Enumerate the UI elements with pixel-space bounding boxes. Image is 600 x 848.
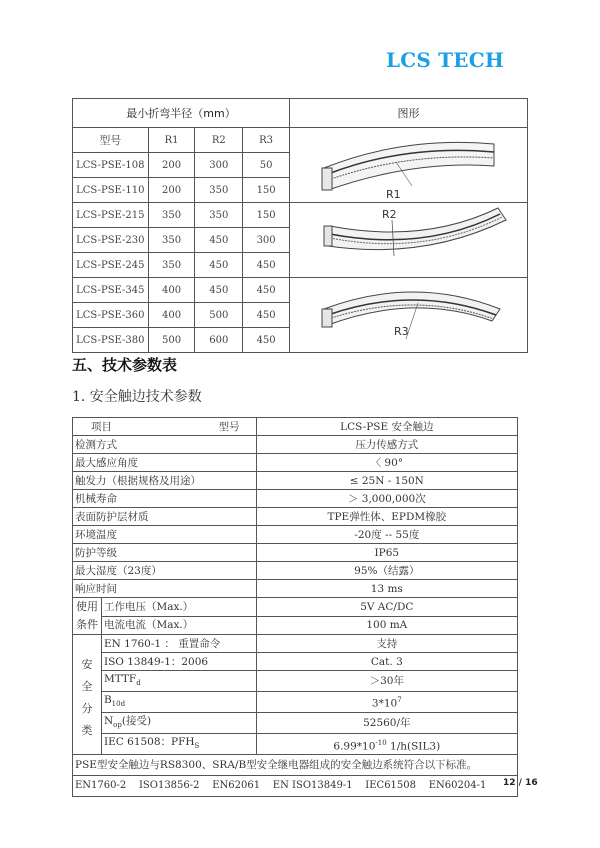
spec-row — [73, 436, 518, 454]
safety-row — [73, 692, 518, 713]
figure-r2-cell — [290, 203, 528, 278]
safety-row — [73, 713, 518, 734]
r2-cell: 300 — [195, 153, 243, 178]
page-number: 12 / 16 — [503, 778, 538, 788]
spec-label: 最大湿度（23度） — [73, 562, 257, 580]
spec-label — [101, 671, 256, 692]
spec-label: 机械寿命 — [73, 490, 257, 508]
value-sup: 7 — [397, 696, 402, 705]
r2-cell: 450 — [195, 228, 243, 253]
model-cell: LCS-PSE-245 — [73, 253, 149, 278]
spec-table — [72, 417, 518, 797]
label-main: MTTF — [103, 673, 137, 685]
spec-label: 触发力（根据规格及用途） — [73, 472, 257, 490]
spec-label: ISO 13849-1：2006 — [101, 653, 256, 671]
r2-cell: 450 — [195, 278, 243, 303]
header-item-label: 项目 — [91, 420, 112, 433]
spec-value: 100 mA — [256, 616, 517, 635]
spec-value: 95%（结露） — [256, 562, 517, 580]
spec-label: 检测方式 — [73, 436, 257, 454]
spec-value: IP65 — [256, 544, 517, 562]
r3-cell: 300 — [243, 228, 290, 253]
spec-label: EN 1760-1 ： 重置命令 — [101, 635, 256, 653]
bend-table-title-row — [73, 99, 528, 128]
spec-row — [73, 490, 518, 508]
note-row — [73, 755, 518, 776]
model-cell: LCS-PSE-108 — [73, 153, 149, 178]
figure-r1-cell — [290, 128, 528, 203]
label-sub: 10d — [111, 700, 126, 709]
model-cell: LCS-PSE-345 — [73, 278, 149, 303]
col-model: 型号 — [73, 128, 149, 153]
safety-row — [73, 635, 518, 653]
bent-profile-r2-icon — [294, 204, 524, 276]
col-r1: R1 — [148, 128, 195, 153]
spec-row — [73, 472, 518, 490]
standards-row — [73, 776, 518, 797]
spec-header-row — [73, 418, 518, 436]
spec-label: 工作电压（Max.） — [101, 598, 256, 617]
company-logo: LCS TECH — [386, 48, 504, 72]
r2-cell: 350 — [195, 178, 243, 203]
safety-row — [73, 671, 518, 692]
spec-row — [73, 562, 518, 580]
spec-value: Cat. 3 — [256, 653, 517, 671]
model-cell: LCS-PSE-230 — [73, 228, 149, 253]
r3-cell: 450 — [243, 278, 290, 303]
safety-row — [73, 653, 518, 671]
r1-cell: 350 — [148, 228, 195, 253]
spec-row — [73, 508, 518, 526]
label-sub: op — [113, 721, 122, 730]
table-row — [73, 203, 528, 228]
usage-row — [73, 598, 518, 617]
col-r2: R2 — [195, 128, 243, 153]
bent-profile-r3-icon — [294, 279, 524, 351]
label-main: N — [103, 715, 114, 728]
bend-table-column-header — [73, 128, 528, 153]
col-r3: R3 — [243, 128, 290, 153]
spec-label: 电流电流（Max.） — [101, 616, 256, 635]
value-sup: -10 — [375, 738, 387, 747]
spec-label — [101, 734, 256, 755]
spec-label: 响应时间 — [73, 580, 257, 598]
r1-cell: 350 — [148, 253, 195, 278]
model-cell: LCS-PSE-110 — [73, 178, 149, 203]
svg-text:R2: R2 — [381, 208, 397, 221]
spec-value: -20度 -- 55度 — [256, 526, 517, 544]
spec-value: 支持 — [256, 635, 517, 653]
r3-cell: 450 — [243, 303, 290, 328]
spec-value: ＞30年 — [256, 671, 517, 692]
bend-table-title: 最小折弯半径（mm） — [73, 99, 290, 128]
value-main: 3*10 — [371, 697, 398, 710]
spec-label: 最大感应角度 — [73, 454, 257, 472]
section-heading: 五、技术参数表 — [72, 356, 178, 374]
standards-list: EN1760-2 ISO13856-2 EN62061 EN ISO13849-1 IEC61508 EN60204-1 — [73, 776, 518, 797]
spec-value: TPE弹性体、EPDM橡胶 — [256, 508, 517, 526]
r1-cell: 500 — [148, 328, 195, 353]
r1-cell: 400 — [148, 278, 195, 303]
label-tail: (接受) — [121, 715, 152, 728]
label-sub: d — [136, 679, 141, 688]
spec-value: 〈 90° — [256, 454, 517, 472]
header-model-label: 型号 — [218, 420, 240, 433]
r2-cell: 350 — [195, 203, 243, 228]
compliance-note: PSE型安全触边与RS8300、SRA/B型安全继电器组成的安全触边系统符合以下标准。 — [73, 755, 518, 776]
usage-row — [73, 616, 518, 635]
spec-value — [256, 734, 517, 755]
spec-row — [73, 526, 518, 544]
header-value: LCS-PSE 安全触边 — [256, 418, 517, 436]
svg-text:R1: R1 — [385, 188, 401, 201]
usage-group-label: 使用条件 — [73, 598, 102, 635]
r2-cell: 500 — [195, 303, 243, 328]
spec-value — [256, 692, 517, 713]
r3-cell: 450 — [243, 253, 290, 278]
svg-text:R3: R3 — [393, 325, 409, 338]
r1-cell: 200 — [148, 178, 195, 203]
model-cell: LCS-PSE-360 — [73, 303, 149, 328]
r1-cell: 400 — [148, 303, 195, 328]
bend-radius-table — [72, 98, 528, 353]
label-main: IEC 61508：PFH — [103, 736, 195, 749]
r2-cell: 450 — [195, 253, 243, 278]
safety-group-label — [73, 635, 102, 755]
spec-value: ≤ 25N - 150N — [256, 472, 517, 490]
spec-header-cell — [73, 418, 257, 436]
spec-value: 52560/年 — [256, 713, 517, 734]
spec-value: 5V AC/DC — [256, 598, 517, 617]
spec-label: 表面防护层材质 — [73, 508, 257, 526]
safety-group-text: 安 全 分 类 — [81, 657, 93, 737]
model-cell: LCS-PSE-380 — [73, 328, 149, 353]
figure-header: 图形 — [290, 99, 528, 128]
label-main: B — [103, 694, 112, 707]
r2-cell: 600 — [195, 328, 243, 353]
spec-label: 防护等级 — [73, 544, 257, 562]
label-sub: S — [194, 742, 200, 751]
r3-cell: 150 — [243, 178, 290, 203]
value-tail: 1/h(SIL3) — [386, 740, 441, 753]
r1-cell: 200 — [148, 153, 195, 178]
spec-value: ＞ 3,000,000次 — [256, 490, 517, 508]
bent-profile-r1-icon — [294, 128, 524, 202]
spec-value: 13 ms — [256, 580, 517, 598]
section-subheading: 1. 安全触边技术参数 — [72, 389, 202, 405]
table-row — [73, 278, 528, 303]
spec-label — [101, 713, 256, 734]
safety-row — [73, 734, 518, 755]
value-main: 6.99*10 — [333, 740, 376, 753]
spec-row — [73, 454, 518, 472]
spec-label: 环境温度 — [73, 526, 257, 544]
r3-cell: 450 — [243, 328, 290, 353]
spec-label — [101, 692, 256, 713]
figure-r3-cell — [290, 278, 528, 353]
r3-cell: 50 — [243, 153, 290, 178]
spec-row — [73, 544, 518, 562]
r1-cell: 350 — [148, 203, 195, 228]
model-cell: LCS-PSE-215 — [73, 203, 149, 228]
spec-value: 压力传感方式 — [256, 436, 517, 454]
r3-cell: 150 — [243, 203, 290, 228]
spec-row — [73, 580, 518, 598]
